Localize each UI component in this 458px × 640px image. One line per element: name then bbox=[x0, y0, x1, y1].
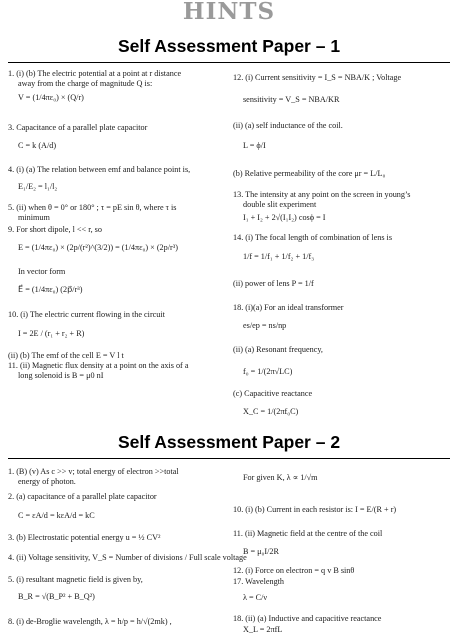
hint-line: 10. (i) The electric current flowing in the circuit bbox=[8, 310, 165, 319]
hint-equation: For given K, λ ∝ 1/√m bbox=[243, 473, 318, 482]
hint-line: minimum bbox=[18, 213, 50, 222]
hint-equation: B_R = √(B_P² + B_Q²) bbox=[18, 592, 95, 601]
hint-line: 2. (a) capacitance of a parallel plate capacitor bbox=[8, 492, 157, 501]
hint-equation: X_L = 2πfL bbox=[243, 625, 283, 634]
hint-line: 11. (ii) Magnetic flux density at a point on the axis of a bbox=[8, 361, 189, 370]
page-header-hints: HINTS bbox=[182, 0, 276, 25]
hint-line: long solenoid is B = μ0 nI bbox=[18, 371, 104, 380]
hint-line: 11. (ii) Magnetic field at the centre of the coil bbox=[233, 529, 383, 538]
hint-equation: B = μ₀I/2R bbox=[243, 547, 279, 556]
hint-equation: C = k (A/d) bbox=[18, 141, 57, 150]
hint-line: 14. (i) The focal length of combination of lens is bbox=[233, 233, 393, 242]
hint-equation: C = εA/d = kεA/d = kC bbox=[18, 511, 95, 520]
hint-equation: X_C = 1/(2πf₀C) bbox=[243, 407, 299, 416]
hint-line: (b) Relative permeability of the core μr = L/L₀ bbox=[233, 169, 386, 178]
hint-line: energy of photon. bbox=[18, 477, 76, 486]
hint-line: (ii) power of lens P = 1/f bbox=[233, 279, 314, 288]
hint-equation: f₀ = 1/(2π√LC) bbox=[243, 367, 293, 376]
hint-line: 3. (b) Electrostatic potential energy u = ½ CV² bbox=[8, 533, 161, 542]
hint-line: (ii) (b) The emf of the cell E = V l t bbox=[8, 351, 124, 360]
hint-line: away from the charge of magnitude Q is: bbox=[18, 79, 153, 88]
hint-line: 13. The intensity at any point on the screen in young’s bbox=[233, 190, 411, 199]
hint-line: double slit experiment bbox=[243, 200, 317, 209]
hint-equation: V = (1/4πε₀) × (Q/r) bbox=[18, 93, 84, 102]
hint-line: 12. (i) Force on electron = q v B sinθ bbox=[233, 566, 355, 575]
hint-line: 17. Wavelength bbox=[233, 577, 285, 586]
hint-line: 10. (i) (b) Current in each resistor is: I = E/(R + r) bbox=[233, 505, 397, 514]
hint-line: 3. Capacitance of a parallel plate capacitor bbox=[8, 123, 148, 132]
hint-equation: I₁ + I₂ + 2√(I₁I₂) cosϕ = I bbox=[243, 213, 326, 222]
hint-line: 9. For short dipole, l << r, so bbox=[8, 225, 102, 234]
hint-line: 12. (i) Current sensitivity = I_S = NBA/K ; Voltage bbox=[233, 73, 402, 82]
hint-line: 18. (i)(a) For an ideal transformer bbox=[233, 303, 344, 312]
hint-line: 4. (ii) Voltage sensitivity, V_S = Number of divisions / Full scale voltage bbox=[8, 553, 247, 562]
paper-1-divider bbox=[8, 62, 450, 63]
hint-line: (ii) (a) self inductance of the coil. bbox=[233, 121, 343, 130]
hint-equation: I = 2E / (r₁ + r₂ + R) bbox=[18, 329, 85, 338]
hint-line: 1. (B) (v) As c >> v; total energy of electron >>total bbox=[8, 467, 179, 476]
hint-line: 1. (i) (b) The electric potential at a point at r distance bbox=[8, 69, 182, 78]
hint-line: In vector form bbox=[18, 267, 66, 276]
hint-line: (c) Capacitive reactance bbox=[233, 389, 313, 398]
hint-equation: E₁/E₂ = l₁/l₂ bbox=[18, 182, 58, 191]
hint-equation: E⃗ = (1/4πε₀) (2p⃗/r³) bbox=[18, 285, 83, 294]
hint-line: 5. (i) resultant magnetic field is given by, bbox=[8, 575, 143, 584]
paper-1-title: Self Assessment Paper – 1 bbox=[117, 36, 341, 56]
hint-line: 18. (ii) (a) Inductive and capacitive reactance bbox=[233, 614, 382, 623]
hint-line: 4. (i) (a) The relation between emf and balance point is, bbox=[8, 165, 191, 174]
hint-line: (ii) (a) Resonant frequency, bbox=[233, 345, 323, 354]
hint-line: sensitivity = V_S = NBA/KR bbox=[243, 95, 340, 104]
paper-2-title: Self Assessment Paper – 2 bbox=[117, 432, 341, 452]
hint-equation: es/ep = ns/np bbox=[243, 321, 287, 330]
paper-2-divider bbox=[8, 458, 450, 459]
hint-line: 8. (i) de-Broglie wavelength, λ = h/p = h/√(2mk) , bbox=[8, 617, 172, 626]
hint-equation: λ = C/ν bbox=[243, 593, 268, 602]
hint-equation: 1/f = 1/f₁ + 1/f₂ + 1/f₃ bbox=[243, 252, 315, 261]
hint-line: 5. (ii) when θ = 0° or 180° ; τ = pE sin θ, where τ is bbox=[8, 203, 177, 212]
hint-equation: E = (1/4πε₀) × (2p/(r²)^(3/2)) = (1/4πε₀) × (2p/r³) bbox=[18, 243, 178, 252]
hint-equation: L = ϕ/I bbox=[243, 141, 266, 150]
